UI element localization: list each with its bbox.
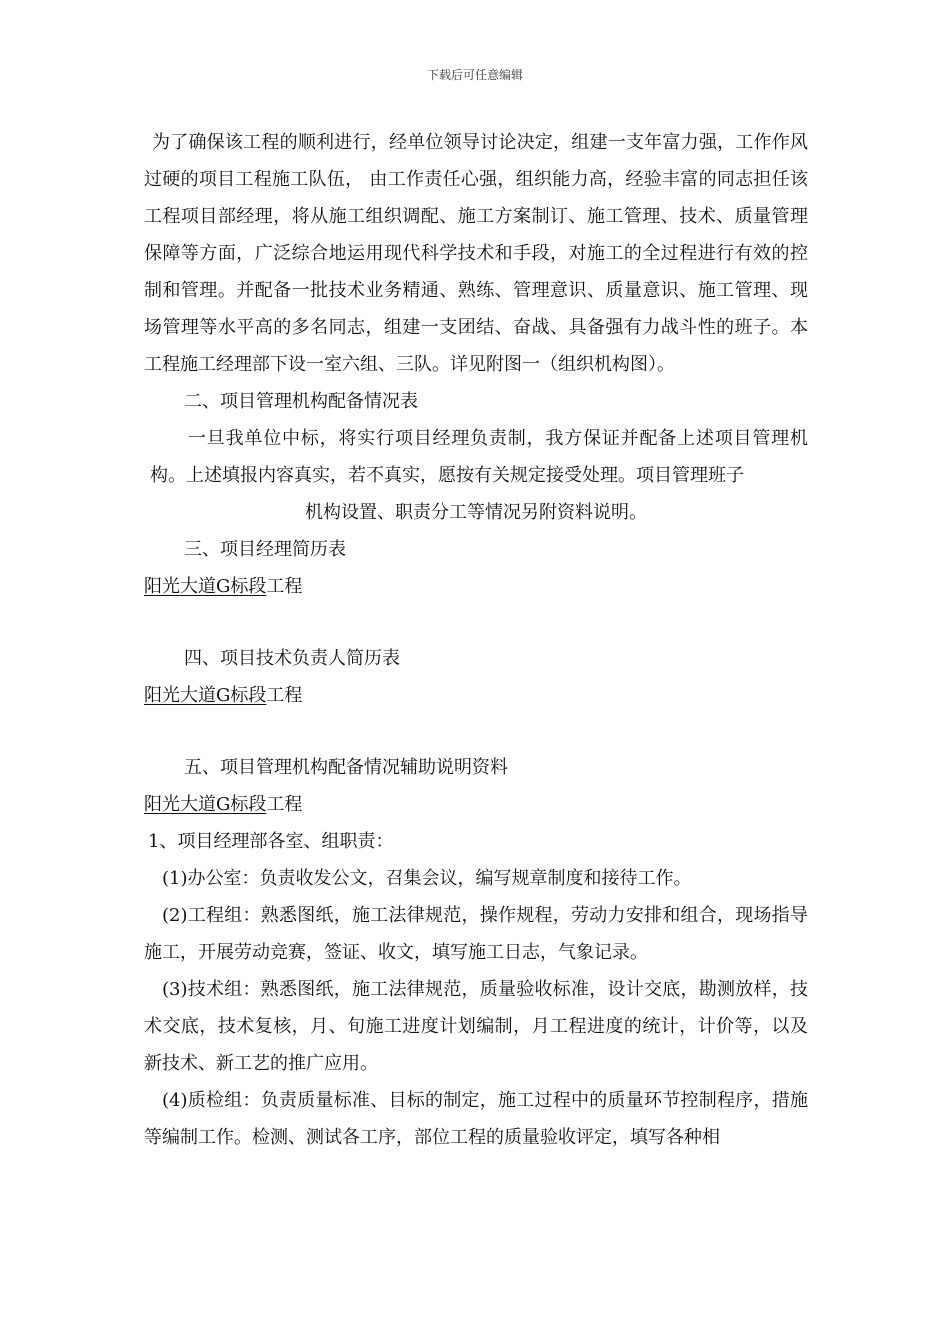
intro-paragraph: 为了确保该工程的顺利进行，经单位领导讨论决定，组建一支年富力强，工作作风过硬的项目工程施工队伍， 由工作责任心强，组织能力高，经验丰富的同志担任该工程项目部经理，将从施工组织调配、施工方案制订、施工管理、技术、质量管理保障等方面，广泛综合地运用现代科学技术和手段，对施工的全过程进行有效的控制和管理。并配备一批技术业务精通、熟练、管理意识、质量意识、施工管理、现场管理等水平高的多名同志，组建一支团结、奋战、具备强有力战斗性的班子。本工程施工经理部下设一室六组、三队。详见附图一（组织机构图）。 — [144, 132, 808, 375]
project-name-line — [144, 677, 808, 714]
project-name-underlined: 阳光大道G标段 — [144, 685, 267, 706]
quality-duty: (4)质检组：负责质量标准、目标的制定，施工过程中的质量环节控制程序，措施等编制工作。检测、测试各工序，部位工程的质量验收评定，填写各种相 — [144, 1090, 808, 1148]
commitment-paragraph: 一旦我单位中标，将实行项目经理负责制，我方保证并配备上述项目管理机构。上述填报内容真实，若不真实，愿按有关规定接受处理。项目管理班子 — [150, 428, 808, 486]
project-name-line — [144, 786, 808, 823]
technical-duty: (3)技术组：熟悉图纸，施工法律规范，质量验收标准，设计交底，勘测放样，技术交底，技术复核，月、旬施工进度计划编制，月工程进度的统计，计价等，以及新技术、新工艺的推广应用。 — [144, 979, 808, 1074]
duties-heading: 1、项目经理部各室、组职责： — [148, 831, 394, 852]
project-name-suffix: 工程 — [266, 794, 303, 815]
engineering-duty: (2)工程组：熟悉图纸，施工法律规范，操作规程，劳动力安排和组合，现场指导施工，开展劳动竞赛，签证、收文，填写施工日志，气象记录。 — [144, 905, 808, 963]
page-header: 下载后可任意编辑 — [426, 68, 523, 82]
project-name-line — [144, 568, 808, 605]
project-name-underlined: 阳光大道G标段 — [144, 576, 267, 597]
spacer — [144, 605, 808, 640]
project-name-suffix: 工程 — [266, 576, 303, 597]
section4-heading: 四、项目技术负责人简历表 — [184, 648, 400, 669]
project-name-suffix: 工程 — [266, 685, 303, 706]
section3-heading: 三、项目经理简历表 — [184, 539, 346, 560]
project-name-underlined: 阳光大道G标段 — [144, 794, 267, 815]
section2-heading: 二、项目管理机构配备情况表 — [184, 391, 418, 412]
office-duty: (1)办公室：负责收发公文，召集会议，编写规章制度和接待工作。 — [162, 868, 692, 889]
commitment-end: 机构设置、职责分工等情况另附资料说明。 — [305, 502, 647, 523]
document-body — [144, 124, 808, 1156]
section5-heading: 五、项目管理机构配备情况辅助说明资料 — [184, 757, 508, 778]
spacer — [144, 714, 808, 749]
